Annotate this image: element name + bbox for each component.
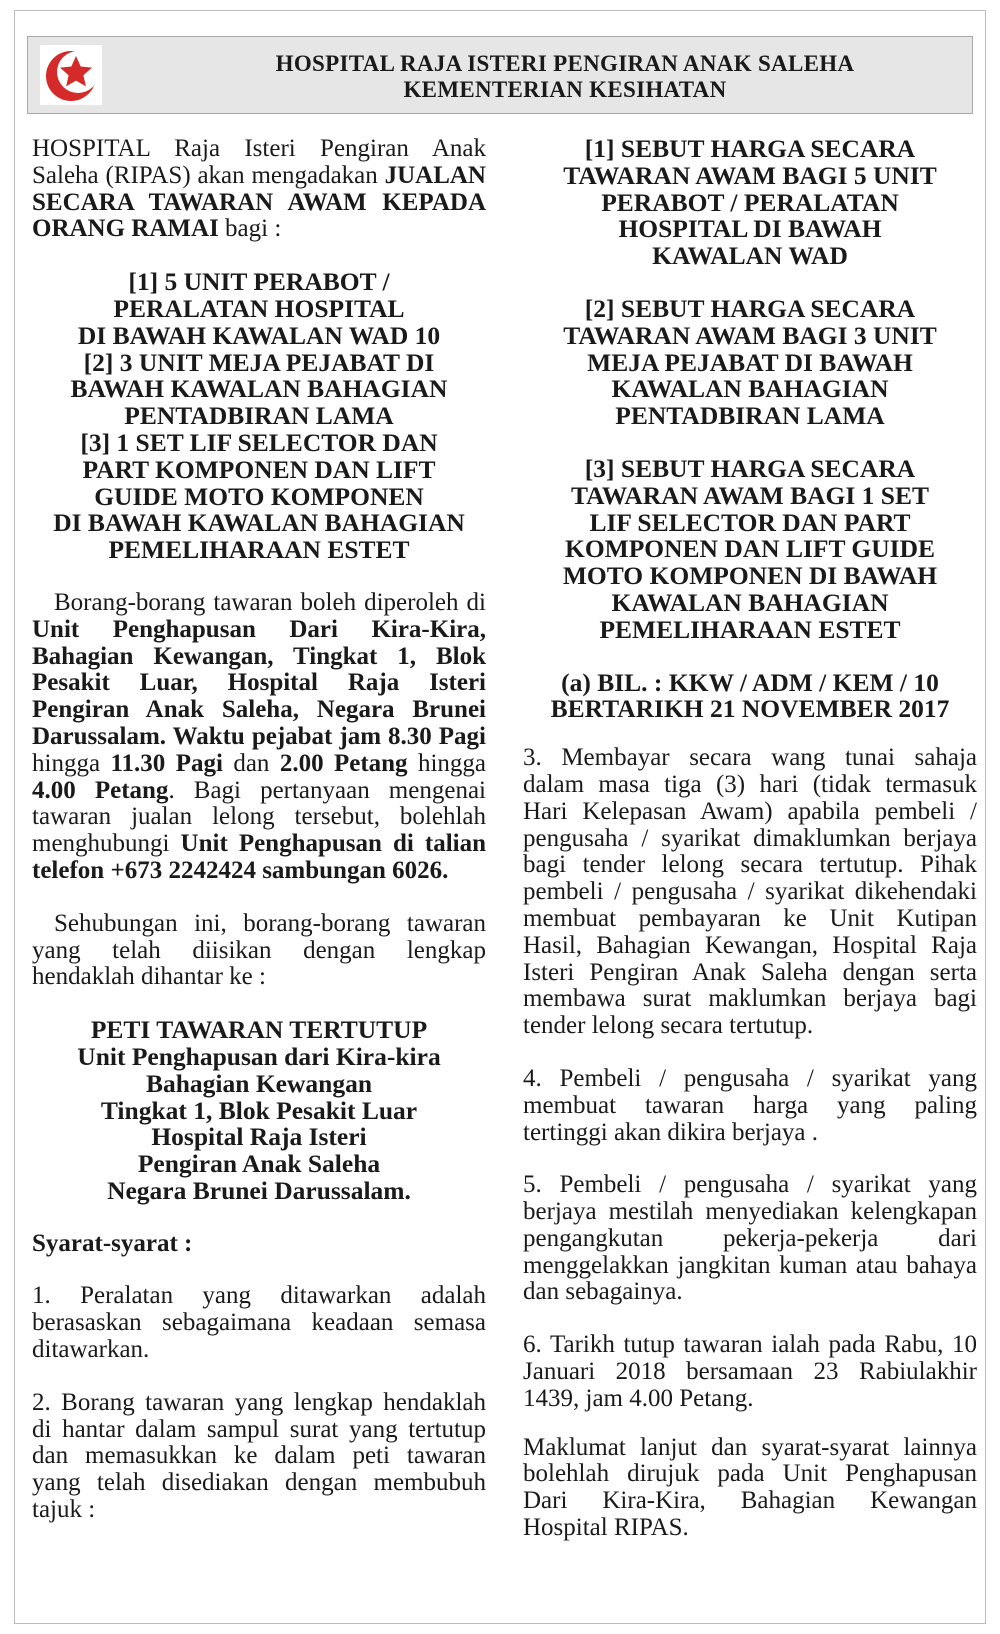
forms-contact-text: Unit Penghapusan di talian telefon +673 2242424 sambungan 6026. [32,830,486,884]
hospital-name: HOSPITAL RAJA ISTERI PENGIRAN ANAK SALEHA [275,51,855,76]
quote-line: KAWALAN BAHAGIAN [611,374,889,404]
closing-note: Maklumat lanjut dan syarat-syarat lainnya bolehlah dirujuk pada Unit Penghapusan Dari Kira-Kira, Bahagian Kewangan Hospital RIPAS. [523,1433,977,1542]
forms-text: hingga [417,749,486,777]
quote-line: PERABOT / PERALATAN [601,187,899,217]
term-2: 2. Borang tawaran yang lengkap hendaklah di hantar dalam sampul surat yang tertutup dan memasukkan ke dalam peti tawaran yang telah disediakan dengan membubuh tajuk : [32,1388,486,1524]
term-1: 1. Peralatan yang ditawarkan adalah berasaskan sebagaimana keadaan semasa ditawarkan. [32,1282,486,1364]
forms-location-text: Unit Penghapusan Dari Kira-Kira, Bahagian Kewangan, Tingkat 1, Blok Pesakit Luar, Hospital Raja Isteri Pengiran Anak Saleha, Negara Brunei Darussalam. Waktu pejabat jam 8.30 Pagi [32,615,486,750]
reference-number [523,667,977,724]
forms-text: Borang-borang tawaran boleh diperoleh di [54,588,486,616]
intro-bold-text: JUALAN SECARA TAWARAN AWAM KEPADA ORANG RAMAI [32,161,486,243]
submit-paragraph: Sehubungan ini, borang-borang tawaran yang telah diisikan dengan lengkap hendaklah dihantar ke : [32,909,486,991]
quote-heading-3 [523,453,977,644]
items-heading-line: DI BAWAH KAWALAN WAD 10 [77,320,441,350]
forms-time-text: 11.30 Pagi [110,749,223,777]
crescent-star-emblem-icon [40,45,102,105]
quote-line: HOSPITAL DI BAWAH [618,214,882,244]
left-column [32,136,486,1524]
forms-time-text: 2.00 Petang [279,749,408,777]
quote-line: MOTO KOMPONEN DI BAWAH [562,561,938,591]
quote-line: TAWARAN AWAM BAGI 5 UNIT [563,160,937,190]
address-line: PETI TAWARAN TERTUTUP [90,1015,428,1045]
quote-line: LIF SELECTOR DAN PART [589,507,911,537]
intro-end-text: bagi : [225,215,282,243]
notice-header [27,36,973,114]
quote-line: [2] SEBUT HARGA SECARA [584,293,916,323]
quote-heading-2 [523,293,977,431]
quote-line: MEJA PEJABAT DI BAWAH [587,347,913,377]
reference-line: (a) BIL. : KKW / ADM / KEM / 10 [561,667,939,697]
forms-paragraph [32,590,486,885]
items-heading-line: PENTADBIRAN LAMA [124,401,394,431]
items-heading-line: PERALATAN HOSPITAL [113,293,405,323]
intro-text: HOSPITAL Raja Isteri Pengiran Anak Saleha (RIPAS) akan mengadakan [32,135,486,189]
forms-text: dan [233,749,270,777]
quote-line: TAWARAN AWAM BAGI 3 UNIT [563,320,937,350]
quote-line: KAWALAN BAHAGIAN [611,587,889,617]
term-3: 3. Membayar secara wang tunai sahaja dalam masa tiga (3) hari (tidak termasuk Hari Kelepasan Awam) apabila pembeli / pengusaha / syarikat dimaklumkan berjaya bagi tender lelong secara tertutup. Pihak pembeli / pengusaha / syarikat dikehendaki membuat pembayaran ke Unit Kutipan Hasil, Bahagian Kewangan, Hospital Raja Isteri Pengiran Anak Saleha dengan serta membawa surat maklumkan berjaya bagi tender lelong secara tertutup. [523,744,977,1040]
quote-heading-1 [523,136,977,270]
address-line: Negara Brunei Darussalam. [107,1175,411,1205]
address-line: Bahagian Kewangan [145,1068,372,1098]
reference-date-line: BERTARIKH 21 NOVEMBER 2017 [550,694,950,724]
items-heading-line: [1] 5 UNIT PERABOT / [128,267,390,297]
address-line: Tingkat 1, Blok Pesakit Luar [100,1095,418,1125]
quote-line: TAWARAN AWAM BAGI 1 SET [570,480,929,510]
intro-paragraph [32,136,486,243]
address-line: Hospital Raja Isteri [151,1122,367,1152]
header-titles [178,51,952,103]
quote-line: [3] SEBUT HARGA SECARA [584,453,916,483]
right-column [523,136,977,1542]
items-heading [32,269,486,564]
ministry-name: KEMENTERIAN KESIHATAN [403,77,727,102]
items-heading-line: PART KOMPONEN DAN LIFT [82,454,436,484]
term-6: 6. Tarikh tutup tawaran ialah pada Rabu, 10 Januari 2018 bersamaan 23 Rabiulakhir 1439, jam 4.00 Petang. [523,1331,977,1412]
items-heading-line: BAWAH KAWALAN BAHAGIAN [70,374,448,404]
quote-line: KOMPONEN DAN LIFT GUIDE [564,534,935,564]
items-heading-line: [2] 3 UNIT MEJA PEJABAT DI [83,347,435,377]
forms-time-text: 4.00 Petang [32,776,169,804]
items-heading-line: [3] 1 SET LIF SELECTOR DAN [80,427,438,457]
terms-heading: Syarat-syarat : [32,1229,193,1257]
quote-line: PENTADBIRAN LAMA [615,401,885,431]
term-5: 5. Pembeli / pengusaha / syarikat yang berjaya mestilah menyediakan kelengkapan pengangkutan pekerja-pekerja dari menggelakkan jangkitan kuman atau bahaya dan sebagainya. [523,1171,977,1306]
items-heading-line: GUIDE MOTO KOMPONEN [94,481,424,511]
quote-line: PEMELIHARAAN ESTET [599,614,901,644]
forms-text: hingga [32,749,101,777]
quote-line: KAWALAN WAD [652,241,848,271]
forms-text: . Bagi pertanyaan mengenai tawaran jualan lelong tersebut, bolehlah menghubungi [32,776,486,858]
quote-line: [1] SEBUT HARGA SECARA [584,134,916,163]
items-heading-line: PEMELIHARAAN ESTET [108,535,410,565]
address-line: Unit Penghapusan dari Kira-kira [77,1041,441,1071]
submission-address [32,1017,486,1205]
term-4: 4. Pembeli / pengusaha / syarikat yang membuat tawaran harga yang paling tertinggi akan dikira berjaya . [523,1064,977,1146]
address-line: Pengiran Anak Saleha [137,1149,381,1179]
items-heading-line: DI BAWAH KAWALAN BAHAGIAN [53,508,465,538]
